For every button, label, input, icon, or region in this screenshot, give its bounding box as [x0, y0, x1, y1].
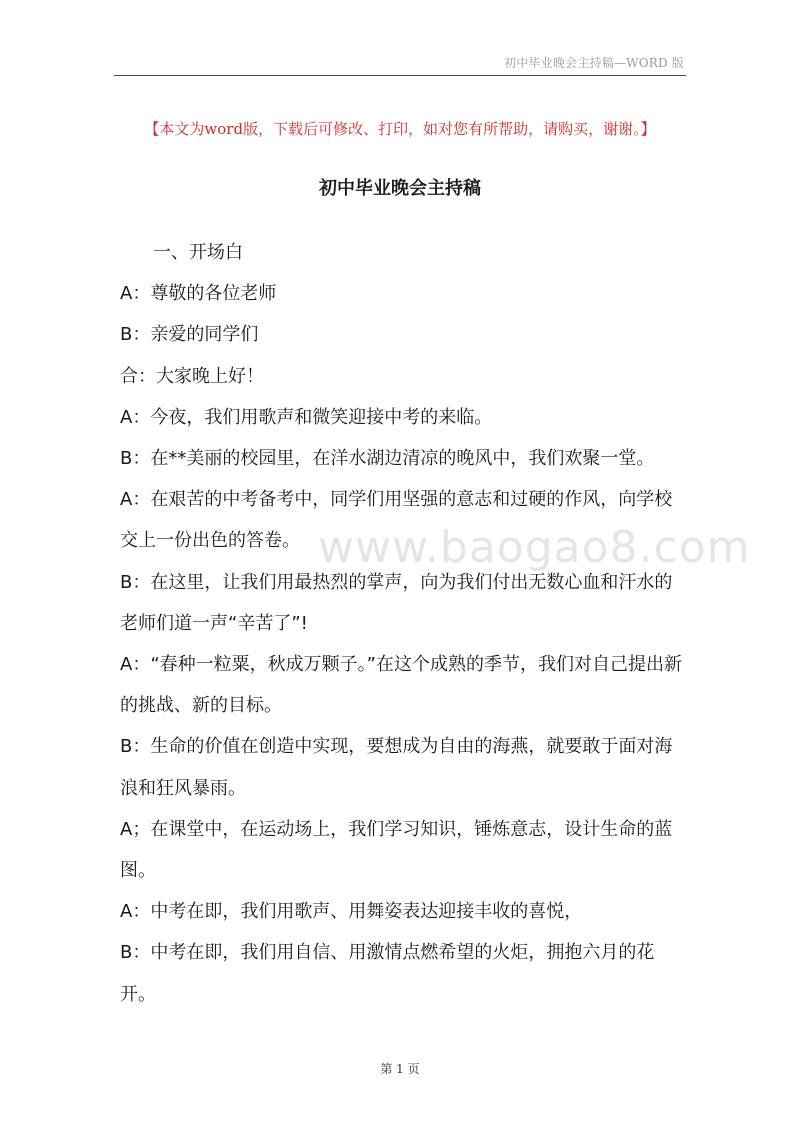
section-heading: 一、开场白 — [153, 242, 243, 263]
header-rule — [114, 75, 686, 76]
paragraph: A：尊敬的各位老师 — [120, 283, 277, 305]
paragraph: A：今夜，我们用歌声和微笑迎接中考的来临。 — [120, 406, 493, 428]
paragraph: A：“春种一粒粟，秋成万颗子。”在这个成熟的季节，我们对自己提出新的挑战、新的目标。 — [120, 654, 682, 717]
paragraph: A：中考在即，我们用歌声、用舞姿表达迎接丰收的喜悦， — [120, 901, 583, 923]
paragraph: B：生命的价值在创造中实现，要想成为自由的海燕，就要敢于面对海浪和狂风暴雨。 — [120, 736, 673, 799]
paragraph: B：亲爱的同学们 — [120, 324, 259, 346]
paragraph: B：中考在即，我们用自信、用激情点燃希望的火炬，拥抱六月的花开。 — [120, 942, 655, 1005]
paragraph: B：在这里，让我们用最热烈的掌声，向为我们付出无数心血和汗水的老师们道一声“辛苦了”! — [120, 571, 673, 634]
paragraph: A：在艰苦的中考备考中，同学们用坚强的意志和过硬的作风，向学校交上一份出色的答卷。 — [120, 489, 673, 552]
purchase-notice: 【本文为word版，下载后可修改、打印，如对您有所帮助，请购买，谢谢。】 — [144, 120, 656, 138]
paragraph: B：在**美丽的校园里，在洋水湖边清凉的晚风中，我们欢聚一堂。 — [120, 448, 655, 470]
document-body — [120, 232, 682, 1015]
page-header: 初中毕业晚会主持稿—WORD 版 — [504, 56, 684, 70]
document-title: 初中毕业晚会主持稿 — [319, 178, 481, 199]
paragraph: 合：大家晚上好！ — [120, 365, 264, 387]
page-number: 第 1 页 — [380, 1062, 420, 1076]
paragraph: A；在课堂中，在运动场上，我们学习知识，锤炼意志，设计生命的蓝图。 — [120, 818, 673, 882]
watermark: www.baogao8.com — [318, 522, 751, 573]
